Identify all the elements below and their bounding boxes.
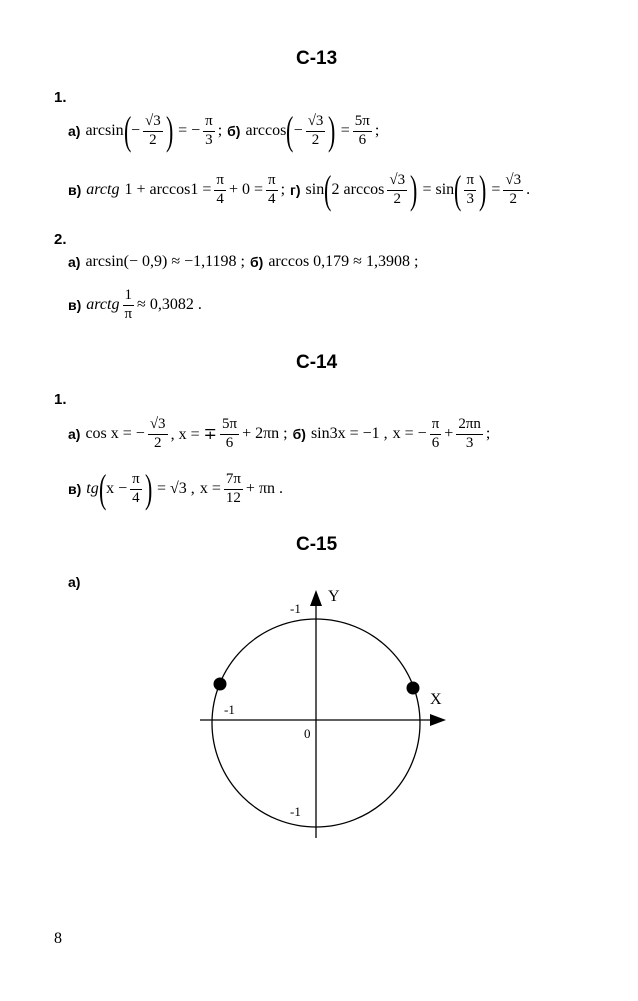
fraction: $\frac{\pi}{4}$ [216, 172, 224, 207]
func-arcsin: arcsin [85, 122, 124, 139]
section-title-c14: С-14 [296, 352, 338, 373]
fraction: $\frac{\pi}{6}$ [431, 416, 440, 451]
item-label: а) [68, 426, 81, 442]
task-number: 2. [54, 231, 67, 248]
formula-line-c13-vg: в) arctg 1 + arccos1 = $\frac{\pi}{4}$ + 0 = $\frac{\pi}{4}$ ; г) sin ( 2 arccos √3 2 ) = sin ( π 3 ) = $\frac{√3}{2}$ . [68, 167, 531, 212]
formula-line-c14-ab: а) cos x = − $\frac{√3}{2}$ , x = ∓ 5π 6 + 2πn ; б) sin3x = −1 , x = − $\frac{\pi}{6}$ + $\frac{2\pi n}{3}$ ; [68, 416, 491, 451]
axis-label-y: Y [328, 588, 340, 605]
item-label: а) [68, 574, 81, 590]
fraction: $\frac{√3}{2}$ [307, 113, 324, 148]
item-label: а) [68, 123, 81, 139]
task-number: 1. [54, 391, 67, 408]
item-label: г) [290, 182, 301, 198]
fraction: $\frac{7\pi}{12}$ [225, 471, 241, 506]
func-arctg: arctg [86, 296, 120, 313]
tick-label-bottom: -1 [290, 804, 301, 819]
fraction: π 3 [466, 172, 475, 207]
fraction: $\frac{√3}{2}$ [145, 113, 161, 148]
item-label: в) [68, 182, 82, 198]
item-label: в) [68, 481, 82, 497]
y-axis-arrow-icon [310, 590, 322, 606]
item-label: б) [292, 426, 306, 442]
item-label: а) [68, 254, 81, 270]
point-right [407, 682, 420, 695]
item-label: в) [68, 297, 82, 313]
formula-line-c13-2v: в) arctg $\frac{1}{\pi}$ ≈ 0,3082 . [68, 287, 202, 322]
fraction: $\frac{2\pi n}{3}$ [458, 416, 481, 451]
formula-line-c13-ab: а) arcsin ( − $\frac{√3}{2}$ ) = − $\frac{\pi}{3}$ ; б) arccos ( − $\frac{√3}{2}$ ) = $\frac{5\pi}{6}$ ; [68, 108, 380, 153]
formula-line-c14-v: в) tg ( x − $\frac{\pi}{4}$ ) = √3 , x = $\frac{7\pi}{12}$ + πn . [68, 466, 284, 511]
section-title-c15: С-15 [296, 534, 338, 555]
origin-label: 0 [304, 726, 311, 741]
axis-label-x: X [430, 691, 442, 708]
fraction: 5π 6 [222, 416, 238, 451]
tick-label-left: -1 [224, 702, 235, 717]
func-arctg: arctg [86, 181, 120, 198]
tick-label-top: -1 [290, 601, 301, 616]
fraction: $\frac{\pi}{3}$ [205, 113, 213, 148]
fraction: √3 2 [389, 172, 406, 207]
fraction: $\frac{5\pi}{6}$ [354, 113, 370, 148]
formula-line-c13-2ab: а) arcsin(− 0,9) ≈ −1,1198 ; б) arccos 0,179 ≈ 1,3908 ; [68, 253, 419, 270]
fraction: $\frac{√3}{2}$ [149, 416, 166, 451]
fraction: $\frac{\pi}{4}$ [268, 172, 276, 207]
item-label: б) [227, 123, 241, 139]
item-label: б) [250, 254, 264, 270]
task-number: 1. [54, 89, 67, 106]
section-title-c13: С-13 [296, 48, 338, 69]
point-left [214, 678, 227, 691]
fraction: $\frac{√3}{2}$ [505, 172, 522, 207]
page-number: 8 [54, 930, 62, 947]
fraction: $\frac{1}{\pi}$ [124, 287, 133, 322]
x-axis-arrow-icon [430, 714, 446, 726]
fraction: $\frac{\pi}{4}$ [132, 471, 140, 506]
func-arccos: arccos [245, 122, 287, 139]
